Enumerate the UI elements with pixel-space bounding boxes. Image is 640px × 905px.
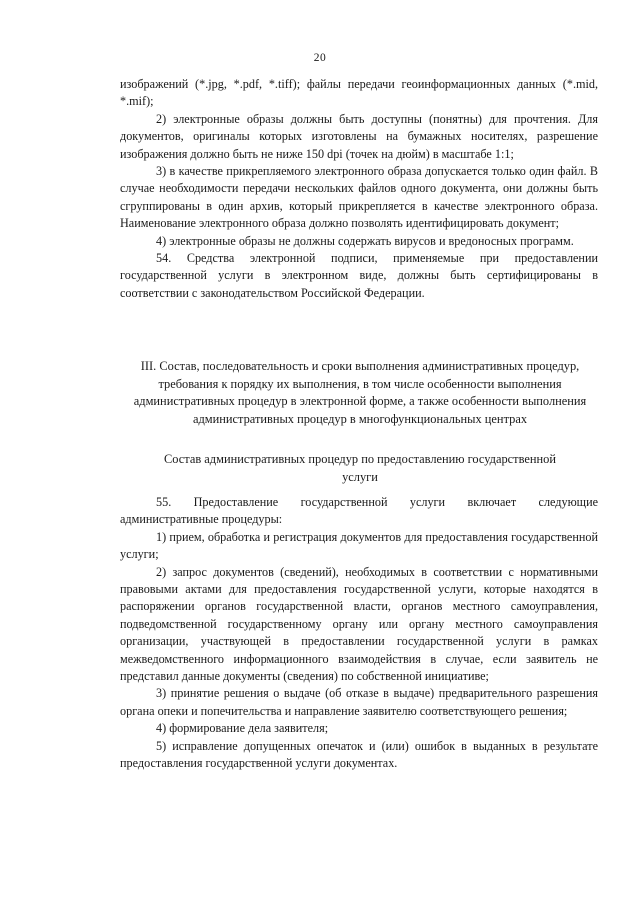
list-item-5: 5) исправление допущенных опечаток и (или) ошибок в выданных в результате предоставления государственной услуги документах. xyxy=(120,738,598,771)
list-item-3: 3) принятие решения о выдаче (об отказе в выдаче) предварительного разрешения органа опеки и попечительства и направление заявителю соответствующего решения; xyxy=(120,686,598,718)
paragraph-item-3: 3) в качестве прикрепляемого электронного образа допускается только один файл. В случае необходимости передачи нескольких файлов одного документа, они должны быть сгруппированы в один архив, который прикрепляется в качестве электронного образа. Наименование электронного образа должно позволять идентифицировать документ; xyxy=(120,164,598,231)
page-number: 20 xyxy=(313,52,327,64)
list-item-2: 2) запрос документов (сведений), необходимых в соответствии с нормативными правовыми актами для предоставления государственной услуги, которые находятся в распоряжении органов государственной власти, органов местного самоуправления, подведомственной государственному органу или органу местного самоуправления организации, участвующей в предоставлении государственной услуги в рамках межведомственного информационного взаимодействия в случае, если заявитель не представил данные документы (сведения) по собственной инициативе; xyxy=(120,564,598,684)
paragraph-54: 54. Средства электронной подписи, применяемые при предоставлении государственной услуги в электронном виде, должны быть сертифицированы в соответствии с законодательством Российской Федерации. xyxy=(120,251,598,300)
paragraph-continuation: изображений (*.jpg, *.pdf, *.tiff); файлы передачи геоинформационных данных (*.mid, *.mif); xyxy=(120,77,598,109)
top-text-block xyxy=(120,76,598,302)
list-item-4: 4) формирование дела заявителя; xyxy=(156,721,329,736)
bottom-text-block xyxy=(120,494,598,773)
section-heading: III. Состав, последовательность и сроки выполнения административных процедур, требования к порядку их выполнения, в том числе особенности выполнения административных процедур в электронной форме, а также особенности выполнения административных процедур в многофункциональных центрах xyxy=(133,359,587,426)
paragraph-55: 55. Предоставление государственной услуги включает следующие административные процедуры: xyxy=(120,495,598,527)
paragraph-item-4: 4) электронные образы не должны содержать вирусов и вредоносных программ. xyxy=(156,233,574,248)
paragraph-item-2: 2) электронные образы должны быть доступны (понятны) для прочтения. Для документов, оригиналы которых изготовлены на бумажных носителях, разрешение изображения должно быть не ниже 150 dpi (точек на дюйм) в масштабе 1:1; xyxy=(120,111,598,161)
list-item-1: 1) прием, обработка и регистрация документов для предоставления государственной услуги; xyxy=(120,529,598,562)
subsection-heading: Состав административных процедур по предоставлению государственной услуги xyxy=(164,452,556,484)
